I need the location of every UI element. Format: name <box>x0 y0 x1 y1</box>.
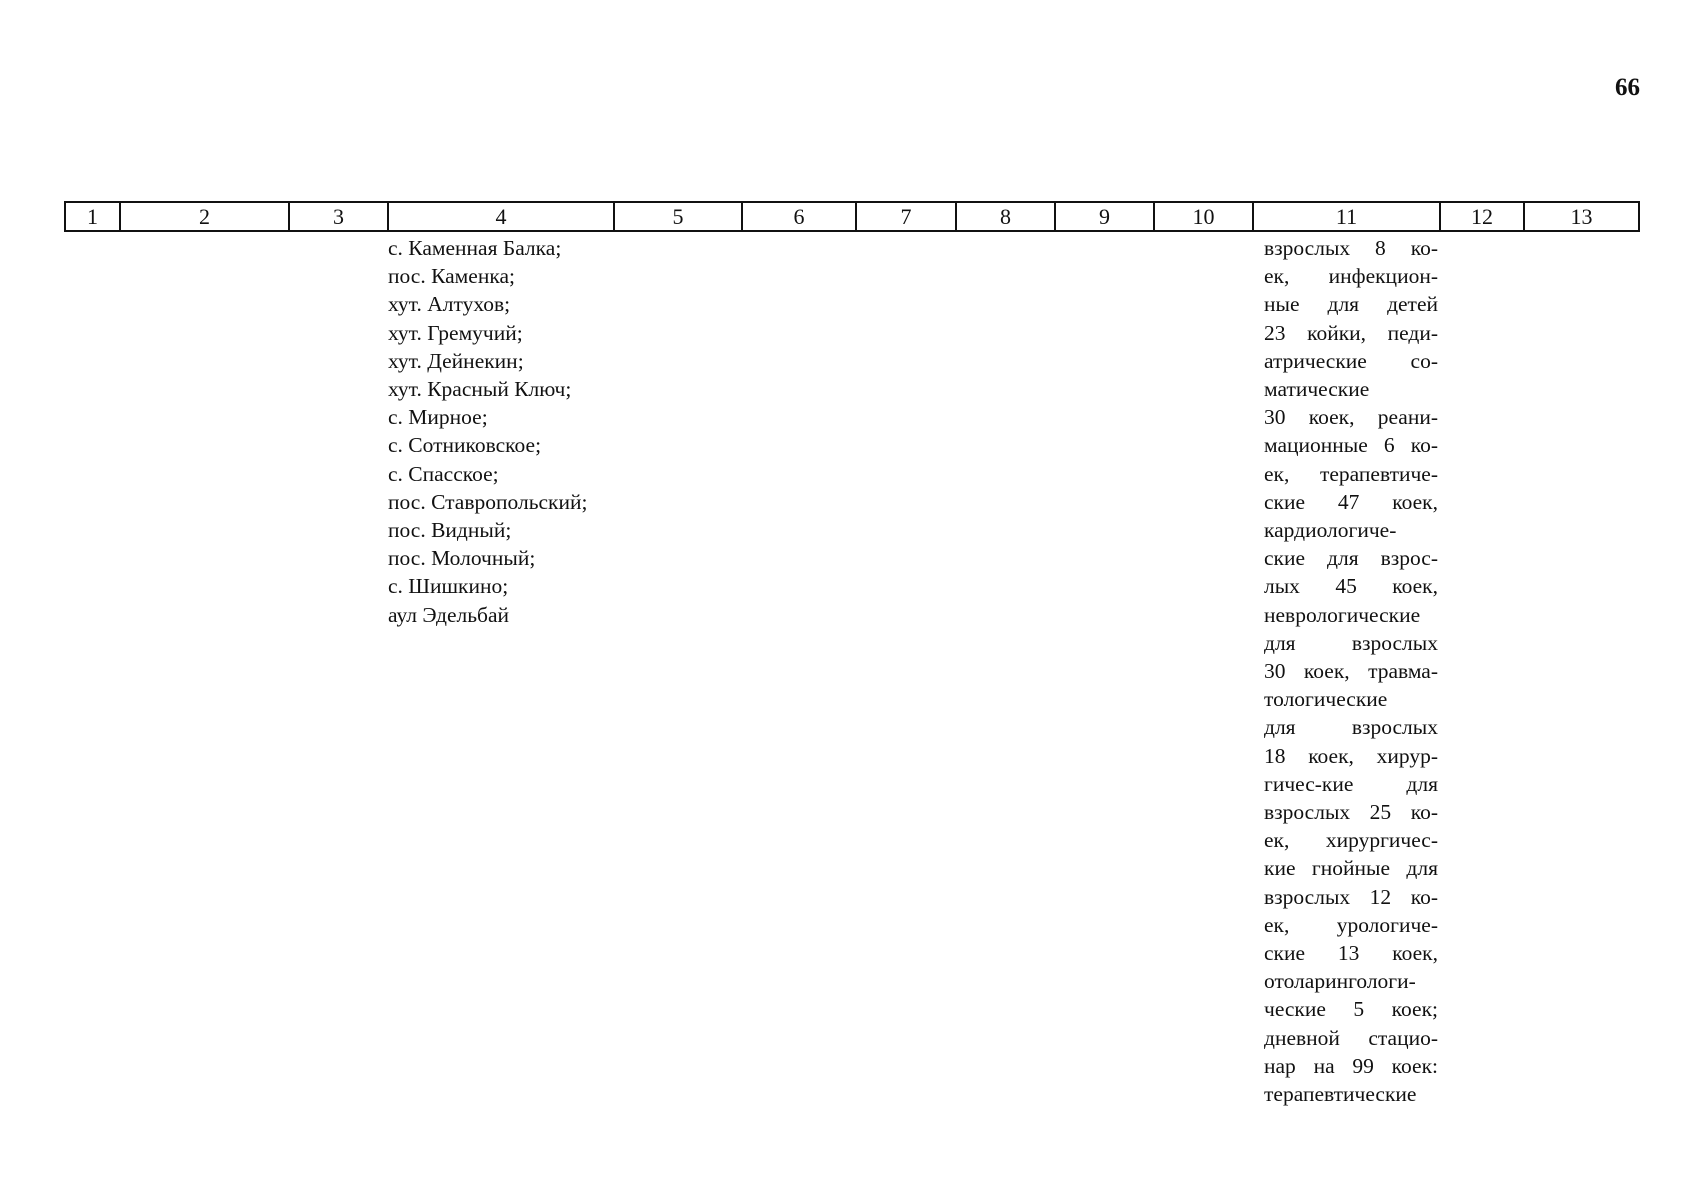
settlement-line: хут. Гремучий; <box>388 320 523 345</box>
header-row <box>65 202 1639 231</box>
cell-col-13 <box>1524 231 1639 1108</box>
table-row <box>65 231 1639 1108</box>
bed-text-line: ек, терапевтиче- <box>1264 461 1438 486</box>
column-header-12: 12 <box>1440 202 1524 231</box>
cell-col-7 <box>856 231 956 1108</box>
bed-text-line: ские для взрос- <box>1264 546 1438 571</box>
bed-text-line: дневной стацио- <box>1264 1025 1438 1050</box>
settlement-line: с. Каменная Балка; <box>388 236 562 260</box>
bed-text-line: ские 13 коек, <box>1264 941 1438 966</box>
bed-text-line: кардиологиче- <box>1264 518 1397 543</box>
bed-text-line: ские 47 коек, <box>1264 489 1438 514</box>
cell-col-2 <box>120 231 289 1108</box>
bed-text-line: ек, хирургичес- <box>1264 828 1438 853</box>
bed-text-line: ек, инфекцион- <box>1264 264 1438 289</box>
bed-text-line: для взрослых <box>1264 715 1438 740</box>
data-table-container <box>64 201 1638 1108</box>
bed-text-line: взрослых 8 ко- <box>1264 236 1438 260</box>
settlement-line: с. Мирное; <box>388 405 488 430</box>
bed-text-line: терапевтические <box>1264 1082 1417 1107</box>
settlement-line: хут. Алтухов; <box>388 292 511 317</box>
column-header-11: 11 <box>1253 202 1440 231</box>
cell-col-4-locations <box>388 231 614 1108</box>
column-header-6: 6 <box>742 202 856 231</box>
settlement-line: хут. Дейнекин; <box>388 348 524 373</box>
cell-col-9 <box>1055 231 1154 1108</box>
bed-text-line: ные для детей <box>1264 292 1438 317</box>
bed-text-line: лых 45 коек, <box>1264 574 1438 599</box>
settlement-line: аул Эдельбай <box>388 602 510 627</box>
bed-text-line: гичес-кие для <box>1264 771 1438 796</box>
bed-text-line: неврологические <box>1264 602 1421 627</box>
column-header-2: 2 <box>120 202 289 231</box>
cell-col-8 <box>956 231 1055 1108</box>
page-number: 66 <box>1615 74 1640 101</box>
column-header-7: 7 <box>856 202 956 231</box>
bed-text-line: нар на 99 коек: <box>1264 1053 1438 1078</box>
bed-text-line: матические <box>1264 377 1370 402</box>
bed-text-line: отоларингологи- <box>1264 969 1416 994</box>
settlement-line: с. Сотниковское; <box>388 433 542 458</box>
bed-text-line: 18 коек, хирур- <box>1264 743 1438 768</box>
column-header-8: 8 <box>956 202 1055 231</box>
column-header-13: 13 <box>1524 202 1639 231</box>
cell-col-6 <box>742 231 856 1108</box>
cell-col-12 <box>1440 231 1524 1108</box>
bed-text-line: 23 койки, педи- <box>1264 320 1438 345</box>
settlement-line: пос. Ставропольский; <box>388 489 588 514</box>
bed-text-line: тологические <box>1264 687 1388 712</box>
column-header-3: 3 <box>289 202 388 231</box>
bed-text-line: взрослых 12 ко- <box>1264 884 1438 909</box>
cell-col-3 <box>289 231 388 1108</box>
bed-text-line: взрослых 25 ко- <box>1264 800 1438 825</box>
settlement-list <box>388 232 614 629</box>
cell-col-11-beds <box>1253 231 1440 1108</box>
data-table <box>64 201 1640 1108</box>
cell-col-5 <box>614 231 742 1108</box>
bed-capacity-text <box>1253 232 1440 1108</box>
settlement-line: пос. Молочный; <box>388 546 536 571</box>
bed-text-line: мационные 6 ко- <box>1264 433 1438 458</box>
settlement-line: пос. Видный; <box>388 518 512 543</box>
column-header-5: 5 <box>614 202 742 231</box>
column-header-9: 9 <box>1055 202 1154 231</box>
column-header-4: 4 <box>388 202 614 231</box>
bed-text-line: ек, урологиче- <box>1264 912 1438 937</box>
cell-col-10 <box>1154 231 1253 1108</box>
bed-text-line: для взрослых <box>1264 630 1438 655</box>
column-header-1: 1 <box>65 202 120 231</box>
settlement-line: пос. Каменка; <box>388 264 515 289</box>
column-header-10: 10 <box>1154 202 1253 231</box>
settlement-line: с. Шишкино; <box>388 574 509 599</box>
bed-text-line: 30 коек, реани- <box>1264 405 1438 430</box>
cell-col-1 <box>65 231 120 1108</box>
settlement-line: с. Спасское; <box>388 461 499 486</box>
bed-text-line: 30 коек, травма- <box>1264 659 1438 684</box>
bed-text-line: атрические со- <box>1264 348 1438 373</box>
bed-text-line: кие гнойные для <box>1264 856 1438 881</box>
bed-text-line: ческие 5 коек; <box>1264 997 1438 1022</box>
settlement-line: хут. Красный Ключ; <box>388 377 572 402</box>
